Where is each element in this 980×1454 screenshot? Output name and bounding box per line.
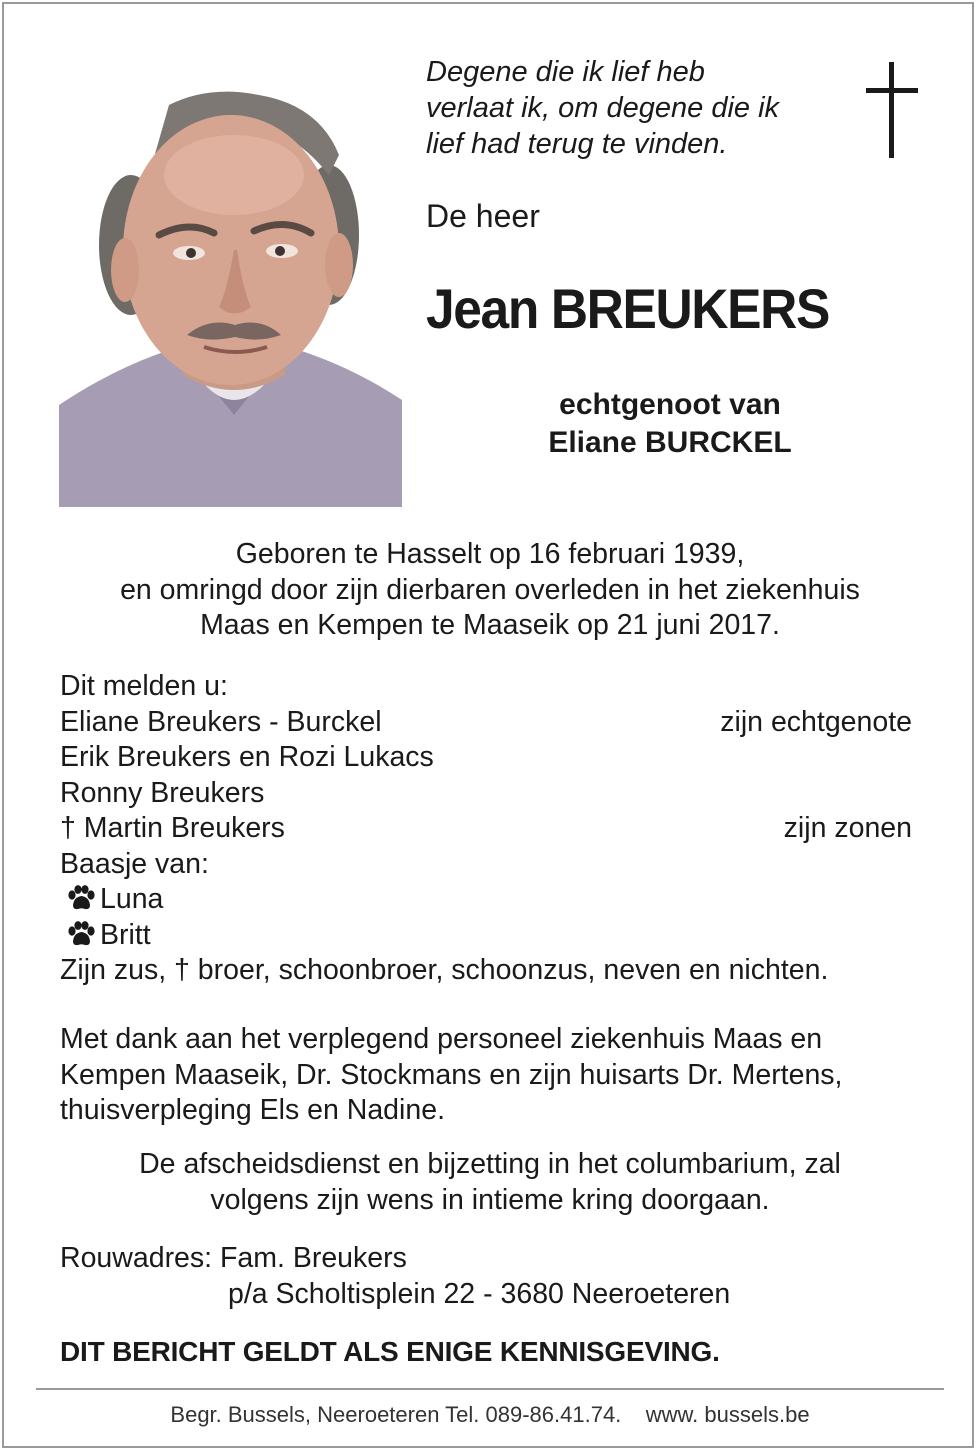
member-relation: zijn echtgenote — [720, 705, 912, 738]
spouse-name: Eliane BURCKEL — [548, 426, 792, 459]
service-line: volgens zijn wens in intieme kring doorgaan. — [210, 1183, 770, 1216]
family-member — [60, 705, 920, 741]
quote-line: verlaat ik, om degene die ik — [426, 92, 780, 124]
paw-icon — [66, 921, 96, 947]
notice-statement: DIT BERICHT GELDT ALS ENIGE KENNISGEVING. — [60, 1336, 720, 1367]
announcement-line: en omringd door zijn dierbaren overleden in het ziekenhuis — [120, 573, 860, 606]
pet-name: Britt — [100, 918, 151, 951]
spouse-block — [420, 386, 920, 462]
family-list — [60, 669, 920, 989]
service-paragraph — [60, 1147, 920, 1218]
address-line-1: Rouwadres: Fam. Breukers — [60, 1242, 407, 1274]
footer-divider — [36, 1388, 944, 1390]
thanks-line: Kempen Maaseik, Dr. Stockmans en zijn huisarts Dr. Mertens, — [60, 1058, 843, 1091]
portrait-photo — [59, 85, 402, 507]
member-name: Eliane Breukers - Burckel — [60, 705, 382, 738]
honorific-title: De heer — [426, 198, 540, 234]
member-name: † Martin Breukers — [60, 812, 285, 844]
family-member — [60, 740, 920, 776]
pet-name: Luna — [100, 883, 164, 915]
service-line: De afscheidsdienst en bijzetting in het columbarium, zal — [139, 1148, 841, 1180]
funeral-home-footer: Begr. Bussels, Neeroeteren Tel. 089-86.41.74. www. bussels.be — [170, 1402, 810, 1427]
quote-line: lief had terug te vinden. — [426, 128, 728, 160]
pet-item — [60, 918, 920, 954]
relation-label: echtgenoot van — [559, 388, 781, 421]
relatives-line: Zijn zus, † broer, schoonbroer, schoonzus, neven en nichten. — [60, 954, 829, 986]
member-name: Erik Breukers en Rozi Lukacs — [60, 741, 434, 773]
pets-intro: Baasje van: — [60, 847, 209, 880]
memorial-quote — [426, 54, 846, 162]
pet-item — [60, 882, 920, 918]
announcement-line: Maas en Kempen te Maaseik op 21 juni 2017. — [200, 609, 780, 641]
address-line-2: p/a Scholtisplein 22 - 3680 Neeroeteren — [228, 1277, 731, 1310]
member-relation: zijn zonen — [783, 812, 912, 844]
thanks-paragraph — [60, 1022, 920, 1129]
announcement-line: Geboren te Hasselt op 16 februari 1939, — [235, 538, 745, 570]
mourning-address — [60, 1241, 920, 1312]
family-intro: Dit melden u: — [60, 670, 228, 702]
family-member — [60, 776, 920, 812]
portrait-illustration — [59, 85, 402, 507]
cross-icon — [860, 60, 924, 160]
thanks-line: thuisverpleging Els en Nadine. — [60, 1094, 445, 1126]
member-name: Ronny Breukers — [60, 776, 265, 809]
deceased-name: Jean BREUKERS — [426, 277, 829, 340]
thanks-line: Met dank aan het verplegend personeel ziekenhuis Maas en — [60, 1023, 823, 1055]
family-member — [60, 811, 920, 847]
quote-line: Degene die ik lief heb — [426, 56, 705, 88]
death-announcement — [60, 537, 920, 644]
paw-icon — [66, 885, 96, 911]
